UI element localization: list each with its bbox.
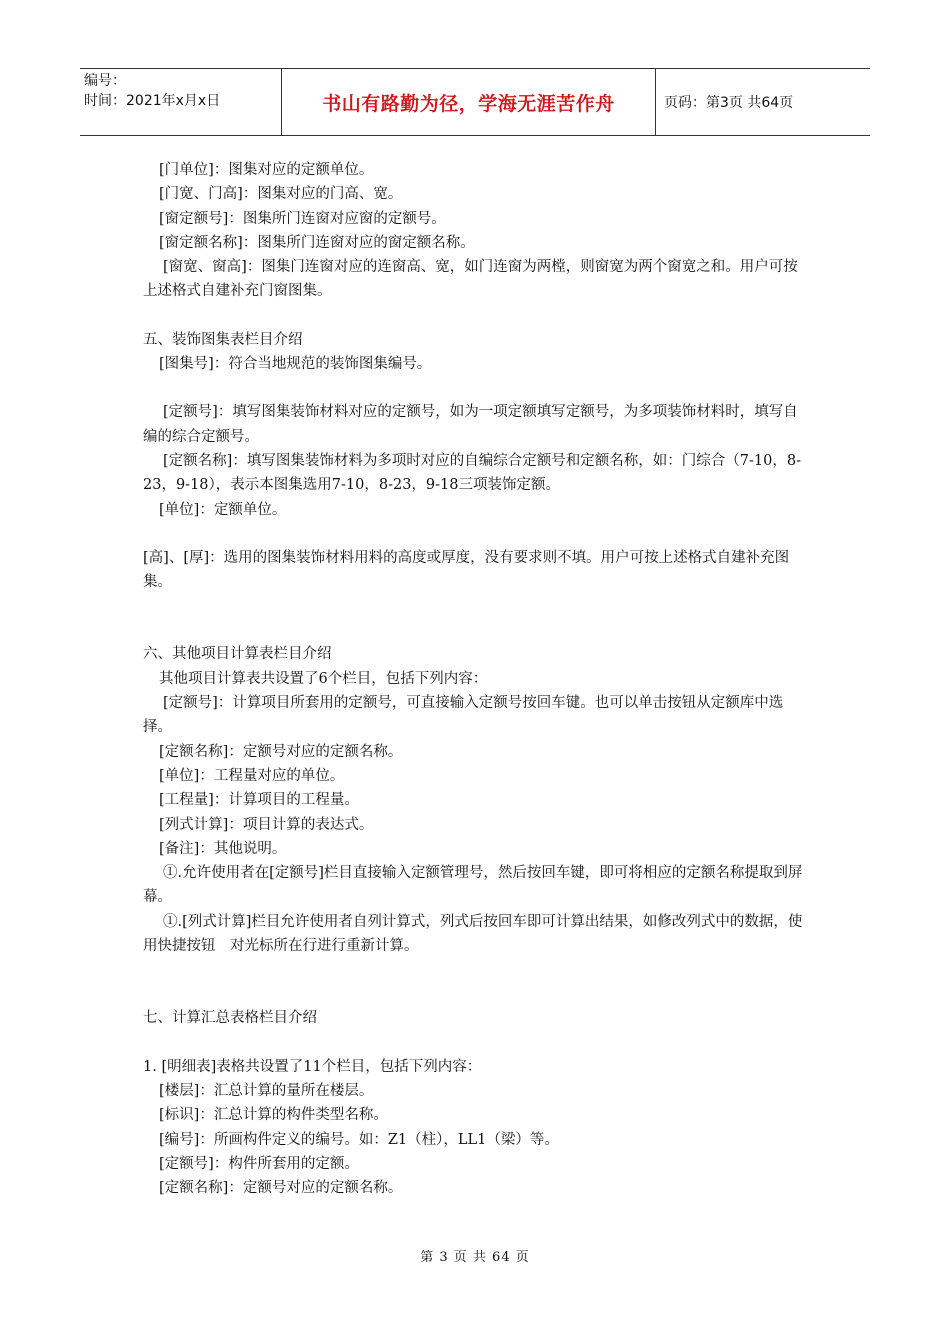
paragraph: [窗定额号]：图集所门连窗对应窗的定额号。 <box>159 210 446 227</box>
paragraph: [门单位]：图集对应的定额单位。 <box>159 162 374 178</box>
number-label: 编号： <box>84 73 126 89</box>
paragraph: [定额号]：计算项目所套用的定额号，可直接输入定额号按回车键。也可以单击按钮从定额库中选择。 <box>143 695 784 736</box>
header-page-code: 页码：第3页 共64页 <box>664 95 794 111</box>
paragraph: [定额号]：填写图集装饰材料对应的定额号，如为一项定额填写定额号，为多项装饰材料时，填写自编的综合定额号。 <box>143 404 798 445</box>
section-heading: 六、其他项目计算表栏目介绍 <box>143 646 332 663</box>
paragraph: [工程量]：计算项目的工程量。 <box>159 792 359 809</box>
paragraph: [单位]：定额单位。 <box>159 501 287 518</box>
paragraph: 其他项目计算表共设置了6个栏目，包括下列内容： <box>159 670 488 687</box>
paragraph: [列式计算]：项目计算的表达式。 <box>159 816 374 833</box>
paragraph: 1. [明细表]表格共设置了11个栏目，包括下列内容： <box>143 1058 482 1075</box>
paragraph: [楼层]：汇总计算的量所在楼层。 <box>159 1082 374 1099</box>
paragraph: [定额号]：构件所套用的定额。 <box>159 1155 359 1172</box>
paragraph: [高]、[厚]：选用的图集装饰材料用料的高度或厚度，没有要求则不填。用户可按上述格式自建补充图集。 <box>143 549 790 591</box>
paragraph: [单位]：工程量对应的单位。 <box>159 767 345 784</box>
page-footer: 第 3 页 共 64 页 <box>420 1250 530 1265</box>
paragraph: [定额名称]：定额号对应的定额名称。 <box>159 743 403 760</box>
paragraph: ①.允许使用者在[定额号]栏目直接输入定额管理号，然后按回车键，即可将相应的定额名称提取到屏幕。 <box>143 865 803 906</box>
paragraph: [定额名称]：填写图集装饰材料为多项时对应的自编综合定额号和定额名称，如：门综合（7-10，8-23，9-18），表示本图集选用7-10，8-23，9-18三项装饰定额。 <box>143 452 802 494</box>
paragraph: [门宽、门高]：图集对应的门高、宽。 <box>159 186 403 203</box>
document-body <box>143 158 808 1200</box>
header-meta <box>80 69 282 135</box>
section-heading: 七、计算汇总表格栏目介绍 <box>143 1010 317 1027</box>
paragraph: [标识]：汇总计算的构件类型名称。 <box>159 1107 388 1124</box>
paragraph: [窗宽、窗高]：图集门连窗对应的连窗高、宽，如门连窗为两樘，则窗宽为两个窗宽之和。用户可按上述格式自建补充门窗图集。 <box>143 259 798 300</box>
paragraph: [编号]：所画构件定义的编号。如：Z1（柱），LL1（梁）等。 <box>159 1131 559 1148</box>
section-heading: 五、装饰图集表栏目介绍 <box>143 331 303 348</box>
header-motto: 书山有路勤为径，学海无涯苦作舟 <box>282 69 656 135</box>
time-label: 时间：2021年x月x日 <box>84 93 221 109</box>
paragraph: [窗定额名称]：图集所门连窗对应的窗定额名称。 <box>159 234 475 251</box>
page-header <box>80 68 870 136</box>
paragraph: [定额名称]：定额号对应的定额名称。 <box>159 1180 403 1197</box>
paragraph: [图集号]：符合当地规范的装饰图集编号。 <box>159 356 432 373</box>
paragraph: ①.[列式计算]栏目允许使用者自列计算式，列式后按回车即可计算出结果，如修改列式中的数据，使用快捷按钮 对光标所在行进行重新计算。 <box>143 913 803 955</box>
paragraph: [备注]：其他说明。 <box>159 840 287 857</box>
